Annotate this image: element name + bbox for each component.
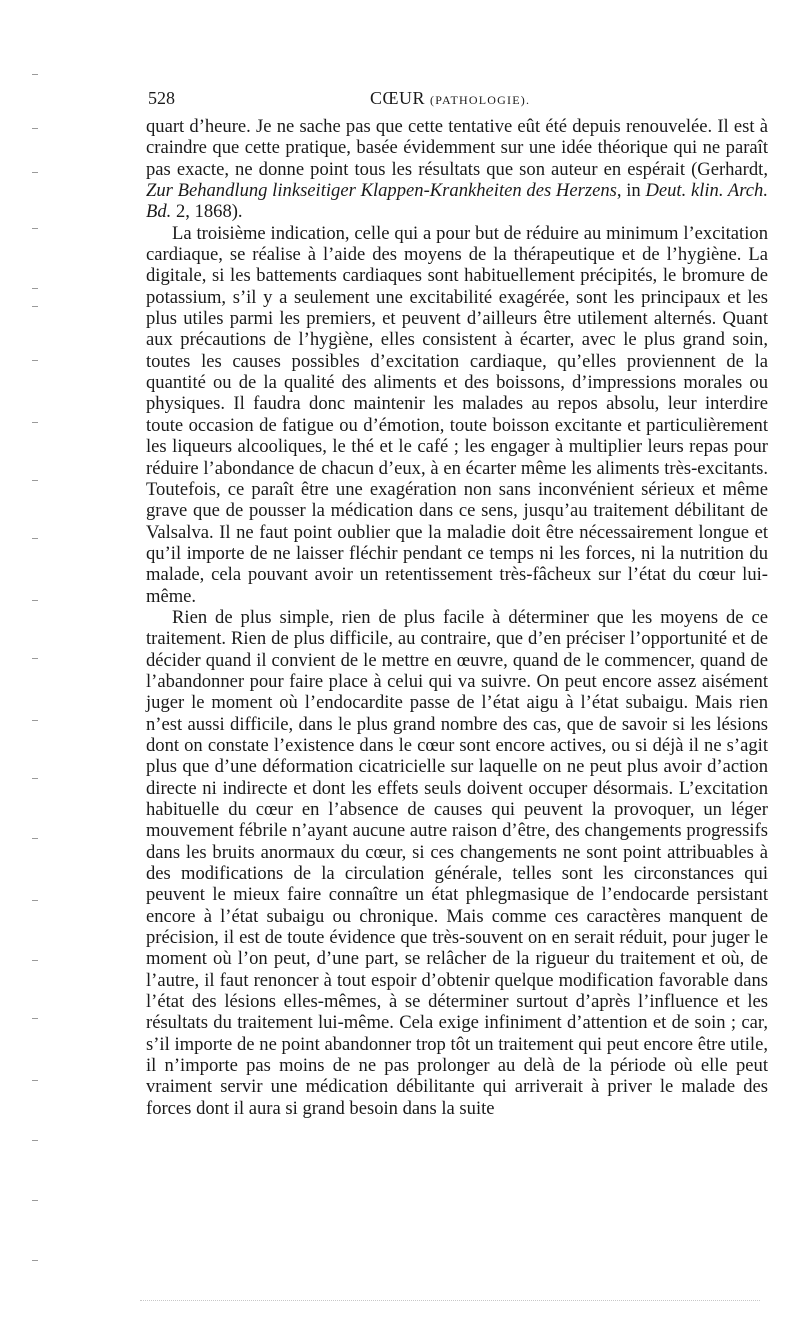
scan-bottom-artifact xyxy=(140,1300,760,1303)
paragraph-1 xyxy=(146,116,768,223)
running-title xyxy=(370,88,530,109)
running-title-main: CŒUR xyxy=(370,88,426,108)
page-number: 528 xyxy=(148,88,175,108)
citation-journal: Deut. klin. Arch. Bd. xyxy=(146,180,768,223)
running-title-sub: (PATHOLOGIE). xyxy=(430,93,531,107)
scan-margin-marks xyxy=(28,60,42,1300)
citation-connector: , in xyxy=(616,180,646,202)
paragraph-2: La troisième indication, celle qui a pour but de réduire au minimum l’excitation cardiaque, se réalise à l’aide des moyens de la thérapeutique et de l’hygiène. La digitale, si les battements cardiaques sont habituellement précipités, le bromure de potassium, s’il y a seulement une excitabilité exagérée, sont les principaux et les plus utiles parmi les premiers, et peuvent d’ailleurs être utilement alternés. Quant aux précautions de l’hygiène, elles consistent à écarter, avec le plus grand soin, toutes les causes possibles d’excitation cardiaque, qu’elles proviennent de la quantité ou de la qualité des aliments et des boissons, d’impressions morales ou physiques. Il faudra donc maintenir les malades au repos absolu, leur interdire toute occasion de fatigue ou d’émotion, toute boisson excitante et particulièrement les liqueurs alcooliques, le thé et le café ; les engager à multiplier leurs repas pour réduire l’abondance de chacun d’eux, à en écarter même les aliments très-excitants. Toutefois, ce paraît être une exagération non sans inconvénient sérieux et même grave que de pousser la médication dans ce sens, jusqu’au traitement débilitant de Valsalva. Il ne faut point oublier que la maladie doit être nécessairement longue et qu’il importe de ne laisser fléchir pendant ce temps ni les forces, ni la nutrition du malade, cela pouvant avoir un retentissement très-fâcheux sur l’état du cœur lui-même. xyxy=(146,222,768,607)
citation-title: Zur Behandlung linkseitiger Klappen-Krankheiten des Herzens xyxy=(146,180,617,202)
paragraph-3: Rien de plus simple, rien de plus facile à déterminer que les moyens de ce traitement. Rien de plus difficile, au contraire, que d’en préciser l’opportunité et de décider quand il convient de le mettre en œuvre, quand de le commencer, quand de l’abandonner pour faire place à celui qui va suivre. On peut encore assez aisément juger le moment où l’endocardite passe de l’état aigu à l’état subaigu. Mais rien n’est aussi difficile, dans le plus grand nombre des cas, que de savoir si les lésions dont on constate l’existence dans le cœur sont encore actives, ou si déjà il ne s’agit plus que d’une déformation cicatricielle sur laquelle on ne peut plus avoir d’action directe ni indirecte et dont les effets seuls doivent occuper désormais. L’excitation habituelle du cœur en l’absence de causes qui peuvent la provoquer, un léger mouvement fébrile n’ayant aucune autre raison d’être, des changements progressifs dans les bruits anormaux du cœur, si ces changements ne sont point attribuables à des modifications de la circulation générale, telles sont les circonstances qui peuvent le mieux faire connaître un état phlegmasique de l’endocarde persistant encore à l’état subaigu ou chronique. Mais comme ces caractères manquent de précision, il est de toute évidence que très-souvent on en serait réduit, pour juger le moment où l’on peut, d’une part, se relâcher de la rigueur du traitement et où, de l’autre, il faut renoncer à tout espoir d’obtenir quelque modification favorable dans l’état des lésions elles-mêmes, à se déterminer surtout d’après l’influence et les résultats du traitement lui-même. Cela exige infiniment d’attention et de soin ; car, s’il importe de ne point abandonner trop tôt un traitement qui peut encore être utile, il n’importe pas moins de ne pas prolonger au delà de la période où elle peut vraiment servir une médication débilitante qui arriverait à priver le malade des forces dont il aura si grand besoin dans la suite xyxy=(146,606,768,1119)
citation-volume: 2, 1868). xyxy=(171,201,243,223)
running-header xyxy=(148,88,768,114)
body-text xyxy=(146,116,768,1119)
paragraph-1-text: quart d’heure. Je ne sache pas que cette tentative eût été depuis renouvelée. Il est à craindre que cette pratique, basée évidemment sur une idée théorique qui ne paraît pas exacte, ne donne point tous les résultats que son auteur en espérait (Gerhardt, xyxy=(146,116,768,180)
